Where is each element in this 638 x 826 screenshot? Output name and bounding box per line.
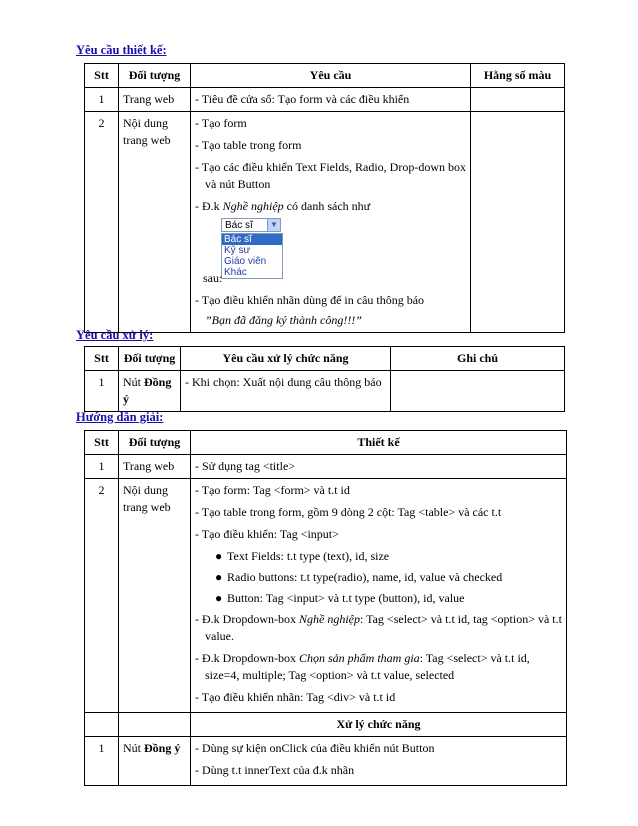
design-item: - Tạo điều khiển nhãn: Tag <div> và t.t id xyxy=(195,690,396,704)
cell-stt: 1 xyxy=(85,455,119,479)
header-object: Đối tượng xyxy=(119,431,191,455)
design-text: : Tag <select> và t.t id, tag <option> và t.t value. xyxy=(205,612,562,643)
cell-object xyxy=(119,371,181,412)
req-text: sau: xyxy=(203,271,223,285)
cell-design-list xyxy=(191,737,567,786)
design-text: - Đ.k Dropdown-box xyxy=(195,651,299,665)
solution-guide-table xyxy=(84,430,567,786)
bullet-text: Radio buttons: t.t type(radio), name, id, value và checked xyxy=(227,570,503,584)
design-requirements-table xyxy=(84,63,565,333)
table-row xyxy=(85,371,565,412)
chevron-down-icon[interactable]: ▼ xyxy=(267,219,280,231)
design-item: - Dùng t.t innerText của đ.k nhãn xyxy=(195,763,355,777)
option-item[interactable]: Giáo viên xyxy=(224,256,267,267)
cell-design-list xyxy=(191,479,567,713)
req-item: - Tạo table trong form xyxy=(195,138,302,152)
cell-object: Trang web xyxy=(119,88,191,112)
header-notes: Ghi chú xyxy=(391,347,565,371)
object-text: Nút xyxy=(123,741,144,755)
header-color-constant: Hằng số màu xyxy=(471,64,565,88)
cell-object: Nội dung trang web xyxy=(119,479,191,713)
cell-requirement-list xyxy=(191,112,471,333)
option-item[interactable]: Khác xyxy=(224,267,247,278)
object-text: Nút xyxy=(123,375,144,389)
header-stt: Stt xyxy=(85,431,119,455)
design-italic: Nghề nghiệp xyxy=(299,612,360,626)
message-quote: ”Bạn đã đăng ký thành công!!!” xyxy=(205,313,362,327)
table-header-row xyxy=(85,64,565,88)
header-design: Thiết kế xyxy=(191,431,567,455)
bullet-icon: ● xyxy=(215,549,223,563)
option-item[interactable]: Kỹ sư xyxy=(224,245,251,256)
design-item xyxy=(195,611,562,645)
design-bullet xyxy=(195,548,562,565)
cell-notes xyxy=(391,371,565,412)
cell-stt: 2 xyxy=(85,479,119,713)
table-row xyxy=(85,88,565,112)
bullet-icon: ● xyxy=(215,591,223,605)
table-row xyxy=(85,112,565,333)
table-header-row xyxy=(85,347,565,371)
header-processing: Yêu cầu xử lý chức năng xyxy=(181,347,391,371)
table-subheader-row xyxy=(85,713,567,737)
table-row xyxy=(85,479,567,713)
subheader-processing: Xử lý chức năng xyxy=(191,713,567,737)
heading-solution-guide: Hướng dẫn giải: xyxy=(76,410,164,424)
design-text: - Đ.k Dropdown-box xyxy=(195,612,299,626)
header-stt: Stt xyxy=(85,64,119,88)
header-stt: Stt xyxy=(85,347,119,371)
cell-design: - Sử dụng tag <title> xyxy=(191,455,567,479)
design-item: - Tạo form: Tag <form> và t.t id xyxy=(195,483,350,497)
header-object: Đối tượng xyxy=(119,64,191,88)
table-row xyxy=(85,455,567,479)
dropdown-example xyxy=(195,218,466,286)
design-text: : Tag <select> và t.t id, size=4, multiple; Tag <option> và t.t value, selected xyxy=(205,651,530,682)
req-text: - Đ.k xyxy=(195,199,223,213)
occupation-select[interactable] xyxy=(221,218,281,232)
object-bold: Đồng ý xyxy=(123,375,172,406)
design-item: - Tạo table trong form, gồm 9 dòng 2 cột: Tag <table> và các t.t xyxy=(195,505,502,519)
bullet-text: Text Fields: t.t type (text), id, size xyxy=(227,549,390,563)
cell-empty xyxy=(119,713,191,737)
cell-stt: 1 xyxy=(85,371,119,412)
bullet-text: Button: Tag <input> và t.t type (button), id, value xyxy=(227,591,465,605)
occupation-option-list xyxy=(221,233,283,279)
cell-object: Nội dung trang web xyxy=(119,112,191,333)
design-italic: Chọn sản phẩm tham gia xyxy=(299,651,420,665)
design-bullet xyxy=(195,590,562,607)
design-item: - Dùng sự kiện onClick của điều khiển nút Button xyxy=(195,741,435,755)
table-row xyxy=(85,737,567,786)
header-requirement: Yêu cầu xyxy=(191,64,471,88)
req-item-dropdown xyxy=(195,198,466,215)
cell-object xyxy=(119,737,191,786)
req-text: có danh sách như xyxy=(283,199,371,213)
req-item: - Tạo form xyxy=(195,116,247,130)
cell-processing: - Khi chọn: Xuất nội dung câu thông báo xyxy=(181,371,391,412)
option-item[interactable]: Bác sĩ xyxy=(222,234,282,245)
select-value: Bác sĩ xyxy=(225,220,253,231)
header-object: Đối tượng xyxy=(119,347,181,371)
cell-color xyxy=(471,112,565,333)
object-bold: Đồng ý xyxy=(144,741,181,755)
heading-design-requirements: Yêu cầu thiết kế: xyxy=(76,43,167,57)
table-header-row xyxy=(85,431,567,455)
cell-stt: 1 xyxy=(85,88,119,112)
heading-processing-requirements: Yêu cầu xử lý: xyxy=(76,328,154,342)
cell-color xyxy=(471,88,565,112)
cell-stt: 1 xyxy=(85,737,119,786)
cell-object: Trang web xyxy=(119,455,191,479)
req-item: - Tạo các điều khiển Text Fields, Radio, Drop-down box và nút Button xyxy=(195,160,466,191)
cell-requirement: - Tiêu đề cửa sổ: Tạo form và các điều khiển xyxy=(191,88,471,112)
req-italic: Nghề nghiệp xyxy=(222,199,284,213)
cell-stt: 2 xyxy=(85,112,119,333)
processing-requirements-table xyxy=(84,346,565,412)
cell-empty xyxy=(85,713,119,737)
design-bullet xyxy=(195,569,562,586)
design-item xyxy=(195,650,562,684)
design-item: - Tạo điều khiển: Tag <input> xyxy=(195,527,339,541)
req-item: - Tạo điều khiển nhãn dùng để in câu thông báo xyxy=(195,293,425,307)
bullet-icon: ● xyxy=(215,570,223,584)
